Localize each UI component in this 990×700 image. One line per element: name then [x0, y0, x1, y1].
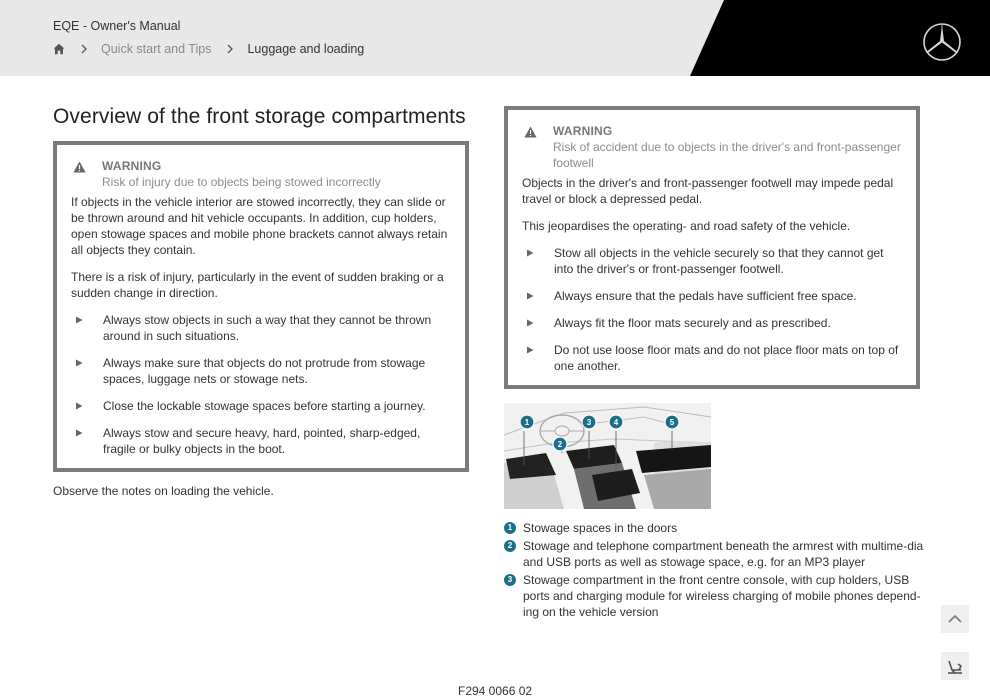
callout-marker [665, 415, 679, 429]
scroll-to-top-button[interactable] [941, 605, 969, 633]
callout-marker [553, 437, 567, 451]
warning-title: WARNING [102, 159, 162, 173]
doc-title: EQE - Owner's Manual [53, 19, 181, 33]
chevron-right-icon [226, 44, 234, 54]
observe-note: Observe the notes on loading the vehicle. [53, 484, 274, 498]
breadcrumb-link-quick-start[interactable]: Quick start and Tips [101, 42, 212, 56]
list-item [71, 355, 450, 387]
list-item [522, 315, 901, 331]
warning-header [71, 158, 450, 190]
legend-text: Stowage compartment in the front centre console, with cup holders, USB ports and charging module for wireless charging of mobile phones depend-ing on the vehicle version [523, 573, 921, 619]
callout-marker [520, 415, 534, 429]
legend-number-badge: 1 [504, 522, 516, 534]
bullet-triangle-icon [75, 429, 83, 437]
page-title: Overview of the front storage compartments [53, 105, 466, 128]
bullet-text: Always ensure that the pedals have sufficient free space. [554, 289, 857, 303]
callout-marker [582, 415, 596, 429]
callout-label: 3 [586, 418, 592, 427]
bullet-text: Stow all objects in the vehicle securely so that they cannot get into the driver's or front-passenger footwell. [554, 246, 884, 276]
callout-marker [609, 415, 623, 429]
warning-paragraph: This jeopardises the operating- and road safety of the vehicle. [522, 219, 851, 233]
interior-illustration[interactable] [504, 403, 711, 509]
warning-bullet-list [522, 245, 901, 374]
warning-subtitle: Risk of accident due to objects in the driver's and front-passenger footwell [553, 140, 901, 170]
list-item [71, 398, 450, 414]
bullet-text: Always fit the floor mats securely and as prescribed. [554, 316, 831, 330]
breadcrumb-current: Luggage and loading [247, 42, 365, 56]
bullet-triangle-icon [75, 316, 83, 324]
bullet-text: Close the lockable stowage spaces before starting a journey. [103, 399, 426, 413]
illustration-legend [504, 520, 924, 622]
callout-label: 4 [613, 418, 619, 427]
list-item [522, 288, 901, 304]
warning-triangle-icon [524, 126, 537, 138]
warning-paragraph: Objects in the driver's and front-passenger footwell may impede pedal travel or block a depressed pedal. [522, 176, 894, 206]
legend-text: Stowage and telephone compartment beneath the armrest with multime-dia and USB ports as well as stowage space, e.g. for an MP3 player [523, 539, 924, 569]
callout-label: 1 [524, 418, 530, 427]
list-item [522, 342, 901, 374]
bullet-triangle-icon [526, 249, 534, 257]
warning-paragraph: There is a risk of injury, particularly in the event of sudden braking or a sudden change in direction. [71, 270, 444, 300]
chevron-right-icon [80, 44, 88, 54]
warning-box-storage [53, 141, 469, 472]
callout-label: 5 [669, 418, 675, 427]
warning-paragraph: If objects in the vehicle interior are stowed incorrectly, they can slide or be thrown around and hit vehicle occupants. In addition, cup holders, open stowage spaces and mobile phone brackets cannot always retain all objects they contain. [71, 195, 448, 257]
legend-number-badge: 2 [504, 540, 516, 552]
warning-title: WARNING [553, 124, 613, 138]
chevron-up-icon [941, 605, 969, 633]
home-icon[interactable] [53, 43, 65, 55]
warning-bullet-list [71, 312, 450, 457]
bullet-triangle-icon [526, 292, 534, 300]
legend-text: Stowage spaces in the doors [523, 521, 678, 535]
page-header [0, 0, 990, 76]
bullet-triangle-icon [526, 346, 534, 354]
mercedes-star-logo[interactable] [922, 22, 962, 62]
warning-box-footwell [504, 106, 920, 389]
car-seat-icon [941, 652, 969, 680]
breadcrumb [53, 42, 364, 56]
bullet-triangle-icon [75, 359, 83, 367]
callout-label: 2 [557, 440, 563, 449]
legend-item [504, 572, 924, 620]
bullet-text: Always stow objects in such a way that they cannot be thrown around in such situations. [103, 313, 432, 343]
warning-triangle-icon [73, 161, 86, 173]
legend-item [504, 520, 924, 536]
figure-code: F294 0066 02 [458, 684, 533, 698]
bullet-triangle-icon [526, 319, 534, 327]
list-item [522, 245, 901, 277]
legend-number-badge: 3 [504, 574, 516, 586]
bullet-triangle-icon [75, 402, 83, 410]
bullet-text: Do not use loose floor mats and do not place floor mats on top of one another. [554, 343, 899, 373]
warning-subtitle: Risk of injury due to objects being stowed incorrectly [102, 175, 381, 189]
vehicle-function-button[interactable] [941, 652, 969, 680]
list-item [71, 312, 450, 344]
bullet-text: Always stow and secure heavy, hard, pointed, sharp-edged, fragile or bulky objects in the boot. [103, 426, 421, 456]
legend-item [504, 538, 924, 570]
warning-header [522, 123, 901, 171]
list-item [71, 425, 450, 457]
bullet-text: Always make sure that objects do not protrude from stowage spaces, luggage nets or stowage nets. [103, 356, 426, 386]
